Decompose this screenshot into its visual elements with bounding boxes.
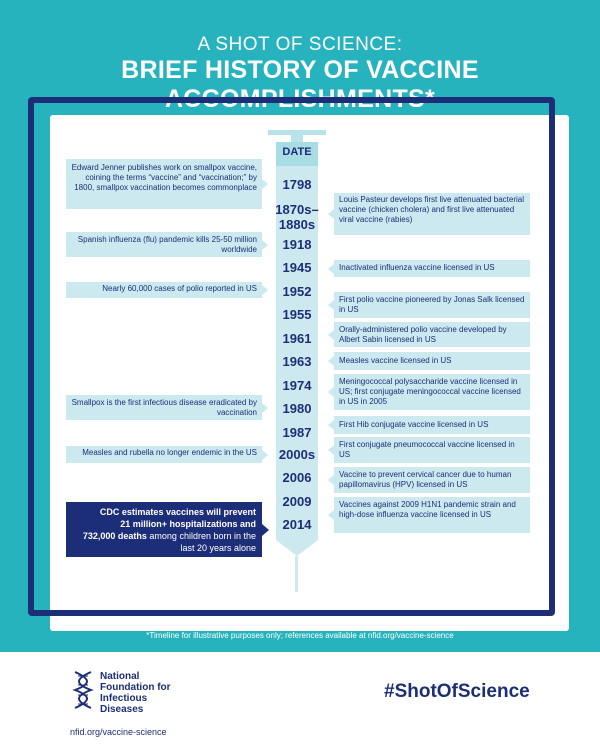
syringe-needle bbox=[295, 556, 298, 592]
event-1945: Inactivated influenza vaccine licensed in US bbox=[334, 260, 530, 277]
event-1798: Edward Jenner publishes work on smallpox vaccine, coining the terms “vaccine” and “vaccination;” by 1800, smallpox vaccination becomes commonplace bbox=[66, 159, 262, 209]
year-1980: 1980 bbox=[282, 401, 312, 416]
year-1918: 1918 bbox=[282, 237, 312, 252]
year-1952: 1952 bbox=[282, 284, 312, 299]
event-1987: First Hib conjugate vaccine licensed in US bbox=[334, 416, 530, 434]
event-2000s-pneumococcal: First conjugate pneumococcal vaccine licensed in US bbox=[334, 437, 530, 463]
year-1987: 1987 bbox=[282, 425, 312, 440]
header-line1: A SHOT OF SCIENCE: bbox=[197, 34, 403, 55]
event-1952: Nearly 60,000 cases of polio reported in US bbox=[66, 282, 262, 298]
event-2000s: Measles and rubella no longer endemic in the US bbox=[66, 446, 262, 463]
org-name bbox=[100, 671, 171, 715]
hashtag: #ShotOfScience bbox=[384, 681, 530, 702]
year-1880s: 1880s bbox=[278, 217, 316, 232]
year-2000s: 2000s bbox=[278, 447, 316, 462]
nfid-logo-icon bbox=[72, 670, 94, 710]
event-1963: Measles vaccine licensed in US bbox=[334, 352, 530, 370]
year-1870s: 1870s– bbox=[275, 202, 319, 217]
org-line2: Foundation for bbox=[100, 682, 171, 693]
date-label: DATE bbox=[282, 146, 312, 158]
event-1918: Spanish influenza (flu) pandemic kills 25-50 million worldwide bbox=[66, 232, 262, 257]
year-1945: 1945 bbox=[282, 260, 312, 275]
year-1974: 1974 bbox=[282, 378, 312, 393]
event-1974: Meningococcal polysaccharide vaccine licensed in US; first conjugate meningococcal vaccine licensed in US in 2005 bbox=[334, 374, 530, 410]
year-1955: 1955 bbox=[282, 307, 312, 322]
org-line1: National bbox=[100, 671, 140, 682]
highlight-part1: CDC estimates vaccines will prevent bbox=[99, 507, 256, 517]
event-1961: Orally-administered polio vaccine developed by Albert Sabin licensed in US bbox=[334, 322, 530, 347]
year-1963: 1963 bbox=[282, 354, 312, 369]
highlight-box bbox=[66, 502, 262, 557]
event-1980: Smallpox is the first infectious disease eradicated by vaccination bbox=[66, 395, 262, 420]
syringe-cone bbox=[276, 540, 318, 556]
year-1798: 1798 bbox=[282, 177, 312, 192]
page-title: BRIEF HISTORY OF VACCINE ACCOMPLISHMENTS* bbox=[121, 56, 479, 113]
event-2009: Vaccines against 2009 H1N1 pandemic strain and high-dose influenza vaccine licensed in US bbox=[334, 497, 530, 533]
org-line3: Infectious bbox=[100, 693, 148, 704]
footnote: *Timeline for illustrative purposes only; references available at nfid.org/vaccine-science bbox=[146, 631, 454, 640]
event-1870s: Louis Pasteur develops first live attenuated bacterial vaccine (chicken cholera) and first live attenuated viral vaccine (rabies) bbox=[334, 193, 530, 235]
year-2009: 2009 bbox=[282, 494, 312, 509]
event-2006: Vaccine to prevent cervical cancer due to human papillomavirus (HPV) licensed in US bbox=[334, 467, 530, 493]
event-1955: First polio vaccine pioneered by Jonas Salk licensed in US bbox=[334, 292, 530, 318]
year-2014: 2014 bbox=[282, 517, 312, 532]
footer-url[interactable]: nfid.org/vaccine-science bbox=[70, 727, 167, 737]
highlight-part2: 21 million+ hospitalizations and bbox=[120, 519, 256, 529]
org-line4: Diseases bbox=[100, 704, 144, 715]
highlight-part4: among children born in the last 20 years alone bbox=[146, 531, 256, 553]
year-2006: 2006 bbox=[282, 470, 312, 485]
highlight-part3: 732,000 deaths bbox=[82, 531, 147, 541]
year-1961: 1961 bbox=[282, 331, 312, 346]
